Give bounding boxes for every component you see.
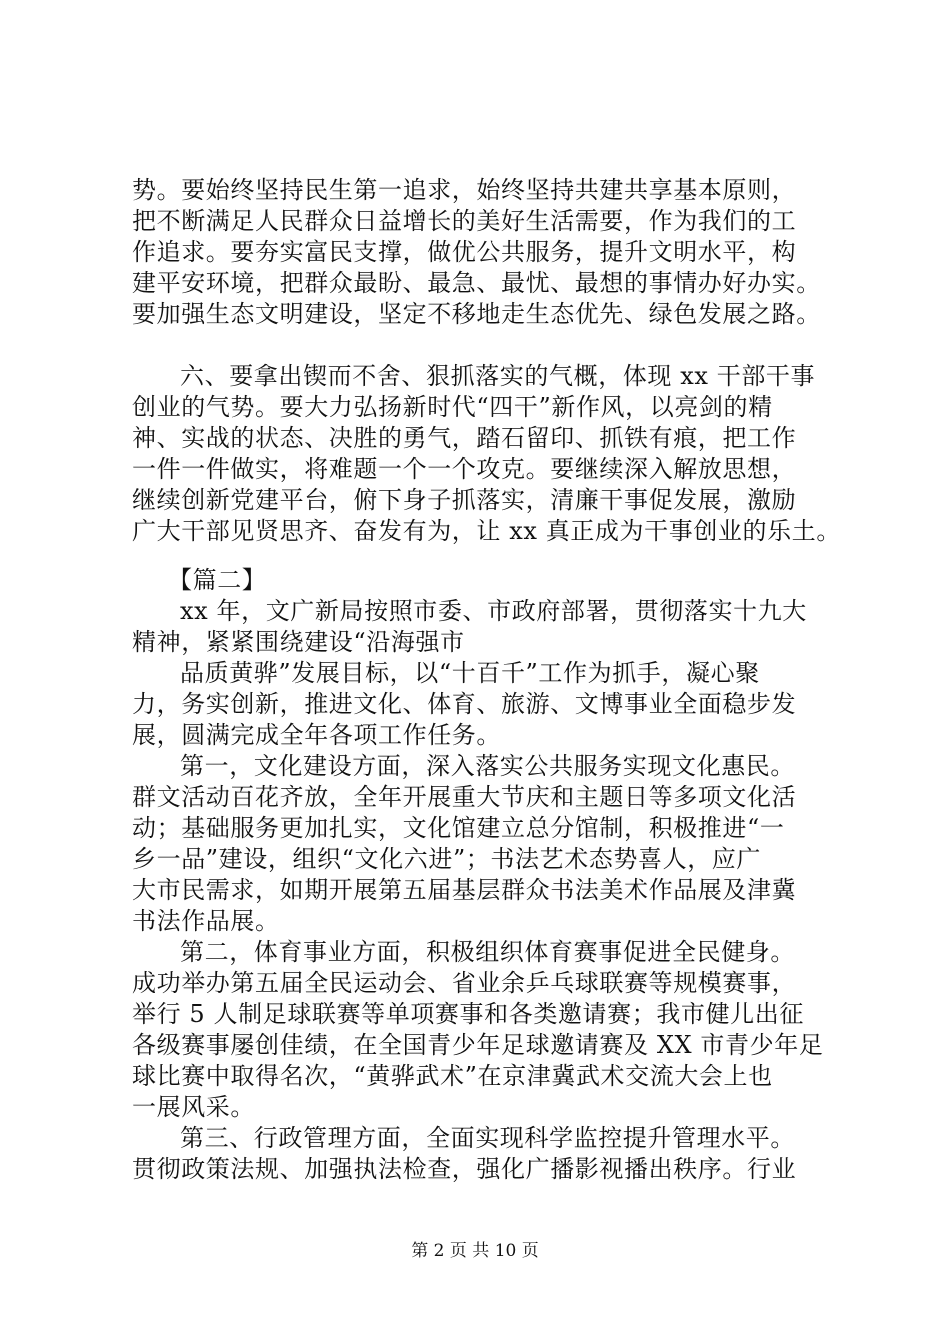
text-line: 成功举办第五届全民运动会、省业余乒乓球联赛等规模赛事，: [132, 969, 797, 997]
text-line: 六、要拿出锲而不舍、狠抓落实的气概，体现 xx 干部干事: [180, 362, 816, 390]
text-line: 继续创新党建平台，俯下身子抓落实，清廉干事促发展，激励: [132, 486, 797, 514]
text-line: 要加强生态文明建设，坚定不移地走生态优先、绿色发展之路。: [132, 300, 821, 328]
text-line: 力，务实创新，推进文化、体育、旅游、文博事业全面稳步发: [132, 690, 797, 718]
text-line: 贯彻政策法规、加强执法检查，强化广播影视播出秩序。行业: [132, 1155, 797, 1183]
section-heading: 【篇二】: [168, 566, 267, 594]
text-line: 球比赛中取得名次，“黄骅武术”在京津冀武术交流大会上也: [132, 1062, 773, 1090]
text-line: 精神，紧紧围绕建设“沿海强市: [132, 628, 465, 656]
text-line: 乡一品”建设，组织“文化六进”；书法艺术态势喜人，应广: [132, 845, 762, 873]
text-line: 广大干部见贤思齐、奋发有为，让 xx 真正成为干事创业的乐土。: [132, 517, 841, 545]
page-footer: [0, 1240, 950, 1262]
text-line: 第二，体育事业方面，积极组织体育赛事促进全民健身。: [180, 938, 795, 966]
text-line: 第三、行政管理方面，全面实现科学监控提升管理水平。: [180, 1124, 795, 1152]
text-line: 群文活动百花齐放，全年开展重大节庆和主题日等多项文化活: [132, 783, 797, 811]
paragraph-continuation: [132, 175, 832, 330]
text-line: 动；基础服务更加扎实，文化馆建立总分馆制，积极推进“一: [132, 814, 785, 842]
text-line: 势。要始终坚持民生第一追求，始终坚持共建共享基本原则，: [132, 176, 797, 204]
paragraph-six: [132, 361, 841, 547]
text-line: 一展风采。: [132, 1093, 255, 1121]
text-line: 书法作品展。: [132, 907, 280, 935]
text-line: 第一，文化建设方面，深入落实公共服务实现文化惠民。: [180, 752, 795, 780]
text-line: 各级赛事屡创佳绩，在全国青少年足球邀请赛及 XX 市青少年足: [132, 1031, 824, 1059]
text-line: 展，圆满完成全年各项工作任务。: [132, 721, 501, 749]
text-line: 举行 5 人制足球联赛等单项赛事和各类邀请赛；我市健儿出征: [132, 1000, 804, 1028]
section-two: [132, 565, 832, 1185]
text-line: 一件一件做实，将难题一个一个攻克。要继续深入解放思想，: [132, 455, 797, 483]
text-line: 创业的气势。要大力弘扬新时代“四干”新作风，以亮剑的精: [132, 393, 773, 421]
text-line: 大市民需求，如期开展第五届基层群众书法美术作品展及津冀: [132, 876, 797, 904]
text-line: 把不断满足人民群众日益增长的美好生活需要，作为我们的工: [132, 207, 797, 235]
text-line: 品质黄骅”发展目标，以“十百千”工作为抓手，凝心聚: [180, 659, 760, 687]
text-line: 神、实战的状态、决胜的勇气，踏石留印、抓铁有痕，把工作: [132, 424, 797, 452]
text-line: 作追求。要夯实富民支撑，做优公共服务，提升文明水平，构: [132, 238, 797, 266]
text-line: xx 年，文广新局按照市委、市政府部署，贯彻落实十九大: [180, 597, 807, 625]
text-line: 建平安环境，把群众最盼、最急、最忧、最想的事情办好办实。: [132, 269, 821, 297]
page-indicator: 第 2 页 共 10 页: [411, 1241, 539, 1261]
